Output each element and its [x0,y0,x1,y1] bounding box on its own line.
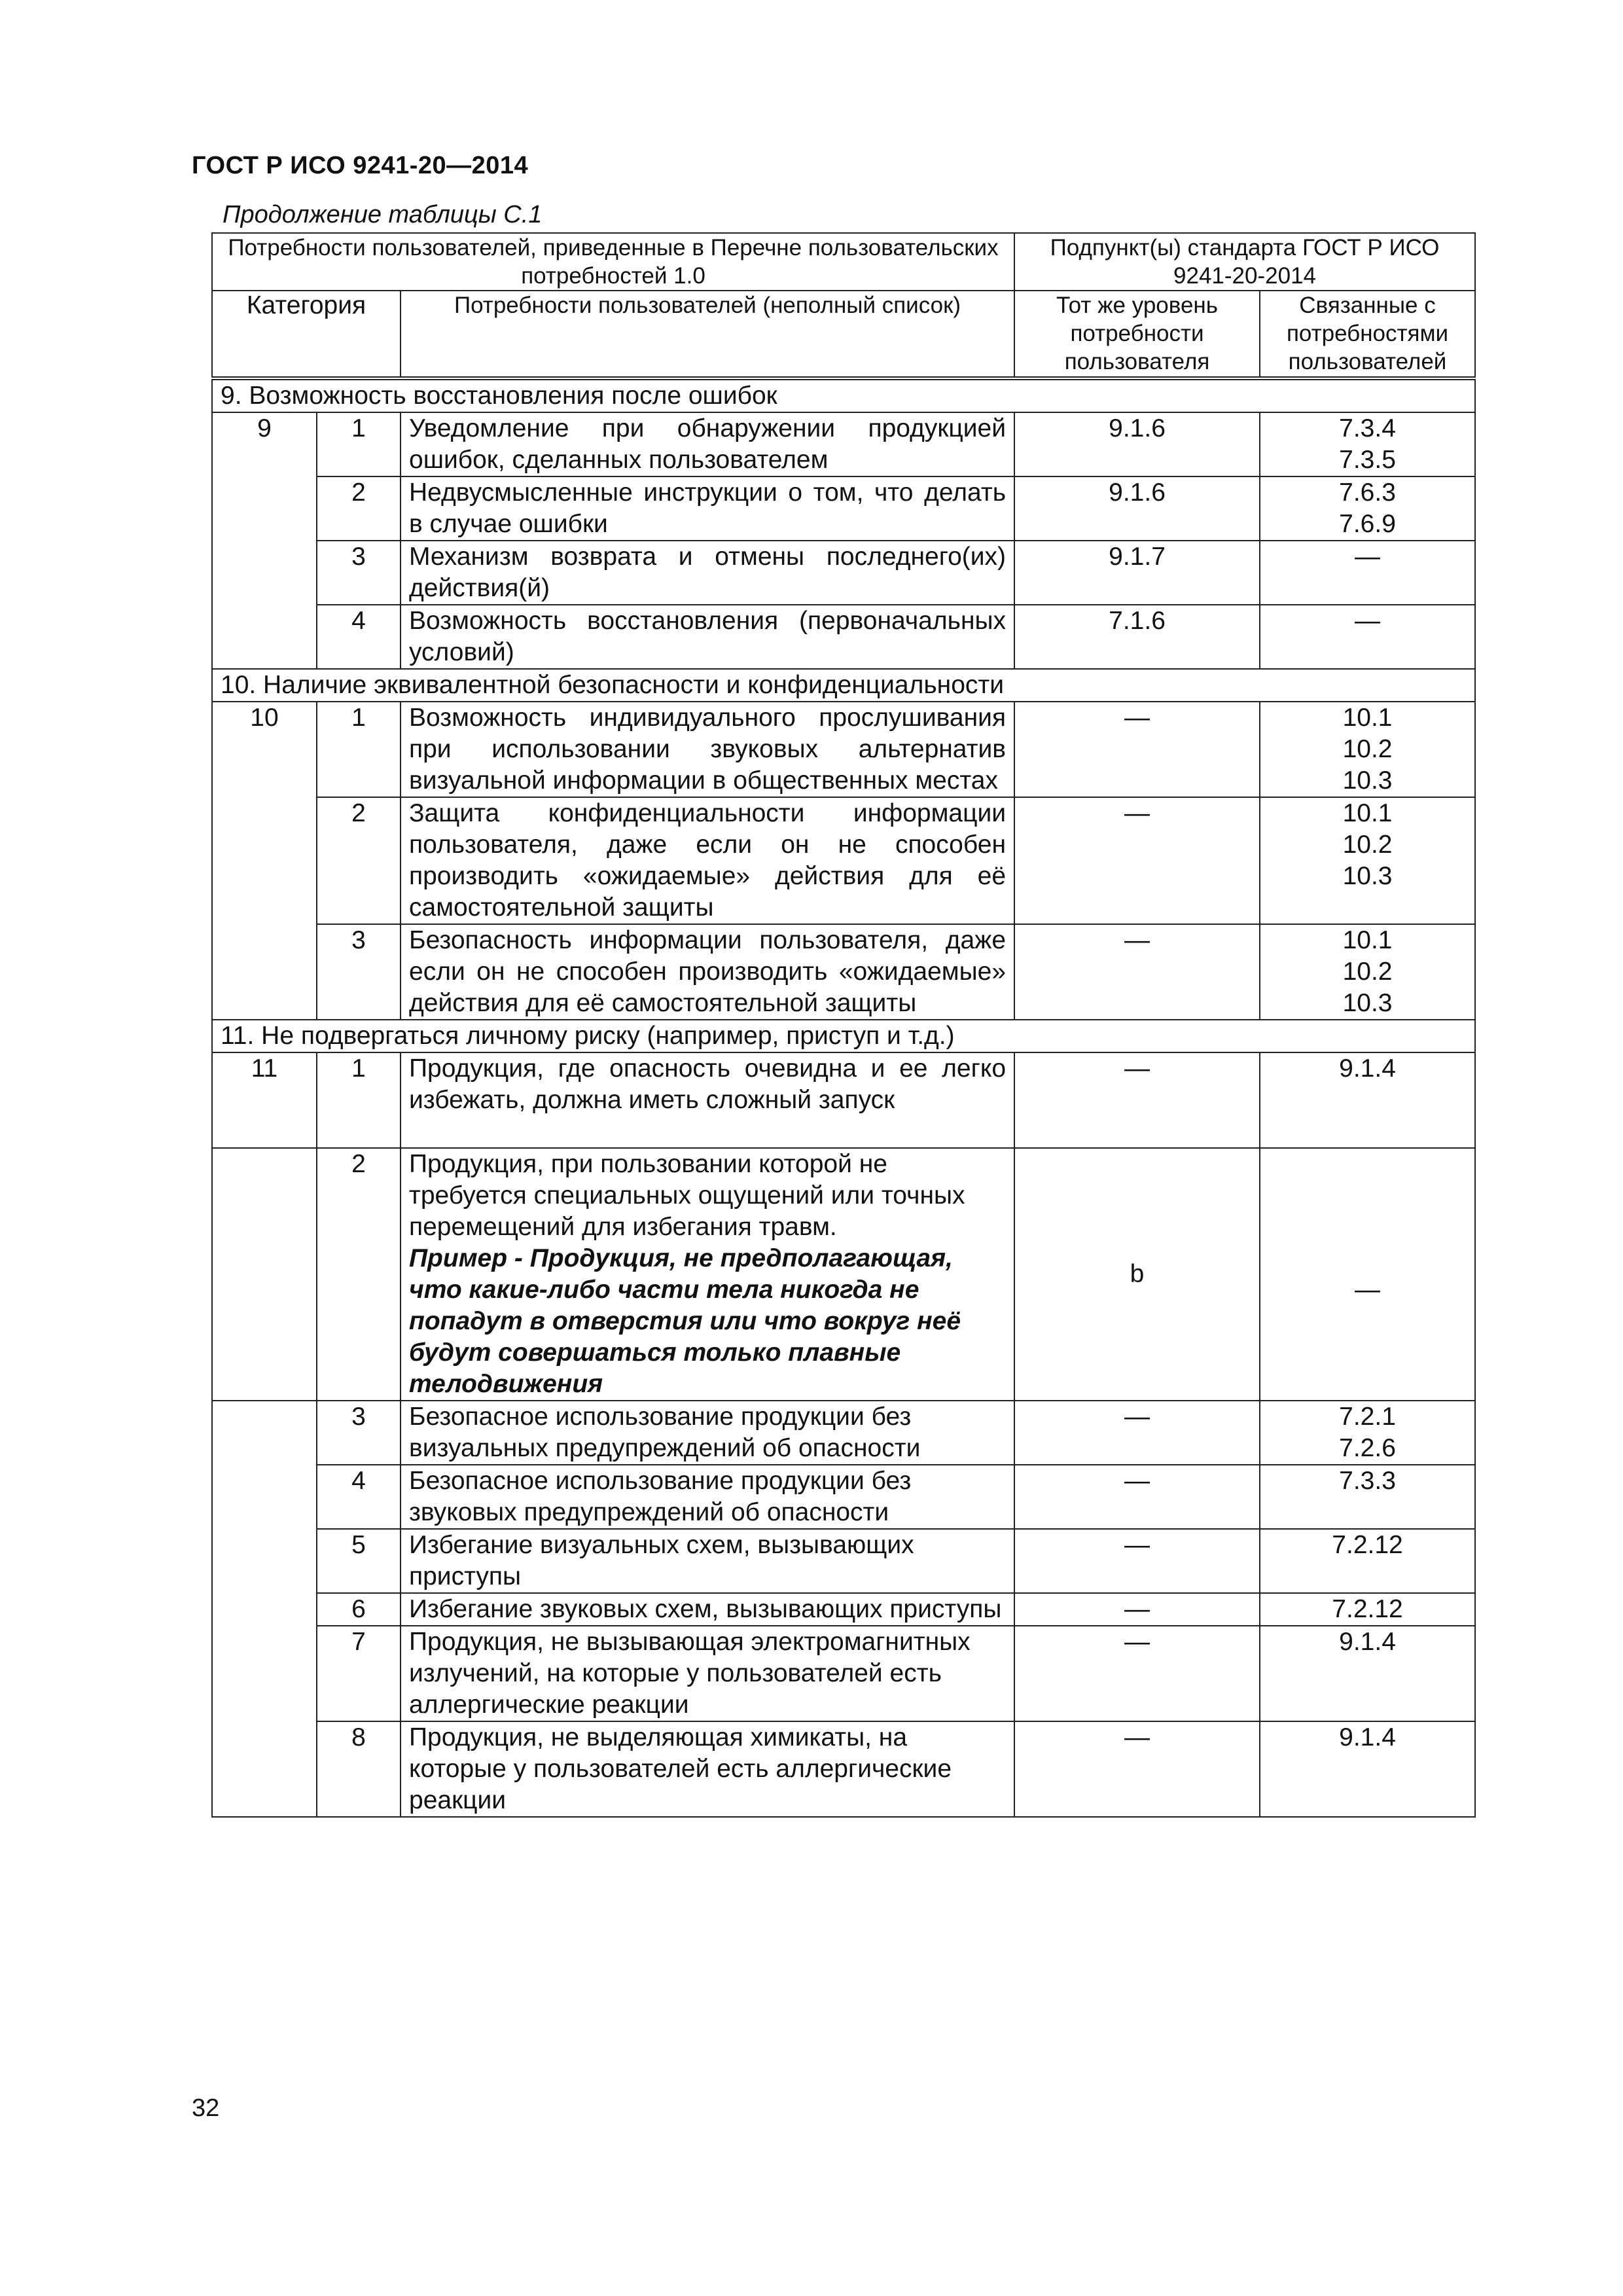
table-row [212,1148,1475,1401]
same-level-ref: 9.1.7 [1014,541,1260,605]
section-title-row [212,669,1475,702]
related-ref: 7.3.4 [1339,414,1396,442]
same-level-ref: 9.1.6 [1014,476,1260,541]
need-number: 8 [317,1721,401,1817]
related-refs [1260,924,1475,1020]
need-text: Безопасное использование продукции без звуковых предупреждений об опасности [401,1465,1014,1529]
same-level-ref: — [1014,1721,1260,1817]
table-row [212,1626,1475,1721]
related-refs [1260,541,1475,605]
same-level-ref: — [1014,797,1260,924]
related-ref: 7.2.1 [1339,1403,1396,1431]
same-level-ref: — [1014,1465,1260,1529]
section-11-title: 11. Не подвергаться личному риску (например, приступ и т.д.) [212,1020,1475,1052]
same-level-ref: — [1014,1052,1260,1148]
need-number: 1 [317,702,401,797]
table-row [212,476,1475,541]
header-related: Связанные с потребностями пользователей [1260,291,1475,378]
related-refs [1260,605,1475,669]
header-needs-group: Потребности пользователей, приведенные в Перечне пользовательских потребностей 1.0 [212,233,1014,291]
need-text: Продукция, где опасность очевидна и ее легко избежать, должна иметь сложный запуск [401,1052,1014,1148]
related-ref: 7.3.3 [1339,1467,1396,1495]
related-ref: 10.1 [1342,704,1393,732]
related-ref: — [1355,1276,1381,1304]
related-ref: 10.3 [1342,766,1393,795]
needs-table [211,232,1476,1818]
need-text: Уведомление при обнаружении продукцией ошибок, сделанных пользователем [401,412,1014,476]
related-ref: 10.3 [1342,989,1393,1017]
same-level-ref: — [1014,1626,1260,1721]
category-cell-empty [212,1148,317,1401]
table-row [212,412,1475,476]
table-row [212,702,1475,797]
need-number: 5 [317,1529,401,1593]
table-header-row [212,233,1475,291]
table-row [212,1529,1475,1593]
need-example: Пример - Продукция, не предполагающая, что какие-либо части тела никогда не попадут в отверстия или что вокруг неё будут совершаться только плавные телодвижения [409,1244,961,1398]
table-row [212,605,1475,669]
document-header: ГОСТ Р ИСО 9241-20—2014 [192,152,529,179]
related-ref: 9.1.4 [1339,1628,1396,1656]
need-number: 4 [317,605,401,669]
header-needs-list: Потребности пользователей (неполный список) [401,291,1014,378]
need-text: Продукция, не вызывающая электромагнитных излучений, на которые у пользователей есть аллергические реакции [401,1626,1014,1721]
related-ref: 10.2 [1342,831,1393,859]
related-refs [1260,476,1475,541]
need-number: 4 [317,1465,401,1529]
related-refs [1260,1148,1475,1401]
related-ref: 7.2.6 [1339,1434,1396,1462]
related-refs [1260,1465,1475,1529]
same-level-ref: b [1014,1148,1260,1401]
related-ref: 7.6.3 [1339,478,1396,507]
need-number: 6 [317,1593,401,1626]
need-text: Избегание звуковых схем, вызывающих приступы [401,1593,1014,1626]
related-refs [1260,1593,1475,1626]
need-number: 3 [317,924,401,1020]
need-text: Безопасность информации пользователя, даже если он не способен производить «ожидаемые» действия для её самостоятельной защиты [401,924,1014,1020]
related-ref: 10.2 [1342,958,1393,986]
related-refs [1260,1052,1475,1148]
need-text: Безопасное использование продукции без визуальных предупреждений об опасности [401,1401,1014,1465]
table-subheader-row [212,291,1475,378]
need-number: 1 [317,412,401,476]
related-refs [1260,412,1475,476]
related-refs [1260,1401,1475,1465]
table-row [212,924,1475,1020]
page-number: 32 [192,2094,220,2122]
table-caption: Продолжение таблицы С.1 [223,201,543,228]
need-text-main: Продукция, при пользовании которой не требуется специальных ощущений или точных перемещений для избегания травм. [409,1150,965,1241]
category-cell: 10 [212,702,317,1020]
table-row [212,541,1475,605]
table-row [212,1465,1475,1529]
need-number: 2 [317,797,401,924]
section-title-row [212,378,1475,412]
same-level-ref: 7.1.6 [1014,605,1260,669]
need-text [401,1148,1014,1401]
related-ref: 10.2 [1342,735,1393,763]
related-ref: 9.1.4 [1339,1723,1396,1751]
table-row [212,1593,1475,1626]
need-text: Защита конфиденциальности информации пользователя, даже если он не способен производить «ожидаемые» действия для её самостоятельной защиты [401,797,1014,924]
same-level-ref: — [1014,702,1260,797]
table-row [212,797,1475,924]
same-level-ref: — [1014,1529,1260,1593]
need-number: 3 [317,541,401,605]
same-level-ref: 9.1.6 [1014,412,1260,476]
section-9-title: 9. Возможность восстановления после ошибок [212,378,1475,412]
category-cell: 11 [212,1052,317,1148]
related-ref: 9.1.4 [1339,1054,1396,1083]
need-number: 1 [317,1052,401,1148]
category-cell: 9 [212,412,317,669]
section-10-title: 10. Наличие эквивалентной безопасности и конфиденциальности [212,669,1475,702]
related-ref: 10.3 [1342,862,1393,890]
need-text: Возможность индивидуального прослушивания при использовании звуковых альтернатив визуальной информации в общественных местах [401,702,1014,797]
related-ref: 7.6.9 [1339,510,1396,538]
related-refs [1260,797,1475,924]
header-category: Категория [212,291,401,378]
related-refs [1260,702,1475,797]
related-ref: — [1355,543,1381,571]
need-text: Недвусмысленные инструкции о том, что делать в случае ошибки [401,476,1014,541]
table-row [212,1052,1475,1148]
need-text: Механизм возврата и отмены последнего(их) действия(й) [401,541,1014,605]
need-text: Избегание визуальных схем, вызывающих приступы [401,1529,1014,1593]
same-level-ref: — [1014,924,1260,1020]
need-number: 7 [317,1626,401,1721]
need-number: 2 [317,476,401,541]
header-same-level: Тот же уровень потребности пользователя [1014,291,1260,378]
need-number: 2 [317,1148,401,1401]
category-cell-empty [212,1401,317,1817]
section-title-row [212,1020,1475,1052]
related-refs [1260,1626,1475,1721]
same-level-ref: — [1014,1593,1260,1626]
related-ref: 7.3.5 [1339,446,1396,474]
related-ref: 7.2.12 [1332,1595,1403,1623]
related-ref: 7.2.12 [1332,1531,1403,1559]
same-level-ref: — [1014,1401,1260,1465]
related-refs [1260,1721,1475,1817]
related-refs [1260,1529,1475,1593]
related-ref: — [1355,607,1381,635]
related-ref: 10.1 [1342,799,1393,827]
need-text: Возможность восстановления (первоначальных условий) [401,605,1014,669]
table-row [212,1401,1475,1465]
header-standard-group: Подпункт(ы) стандарта ГОСТ Р ИСО 9241-20-2014 [1014,233,1475,291]
table-row [212,1721,1475,1817]
related-ref: 10.1 [1342,926,1393,954]
need-text: Продукция, не выделяющая химикаты, на которые у пользователей есть аллергические реакции [401,1721,1014,1817]
need-number: 3 [317,1401,401,1465]
